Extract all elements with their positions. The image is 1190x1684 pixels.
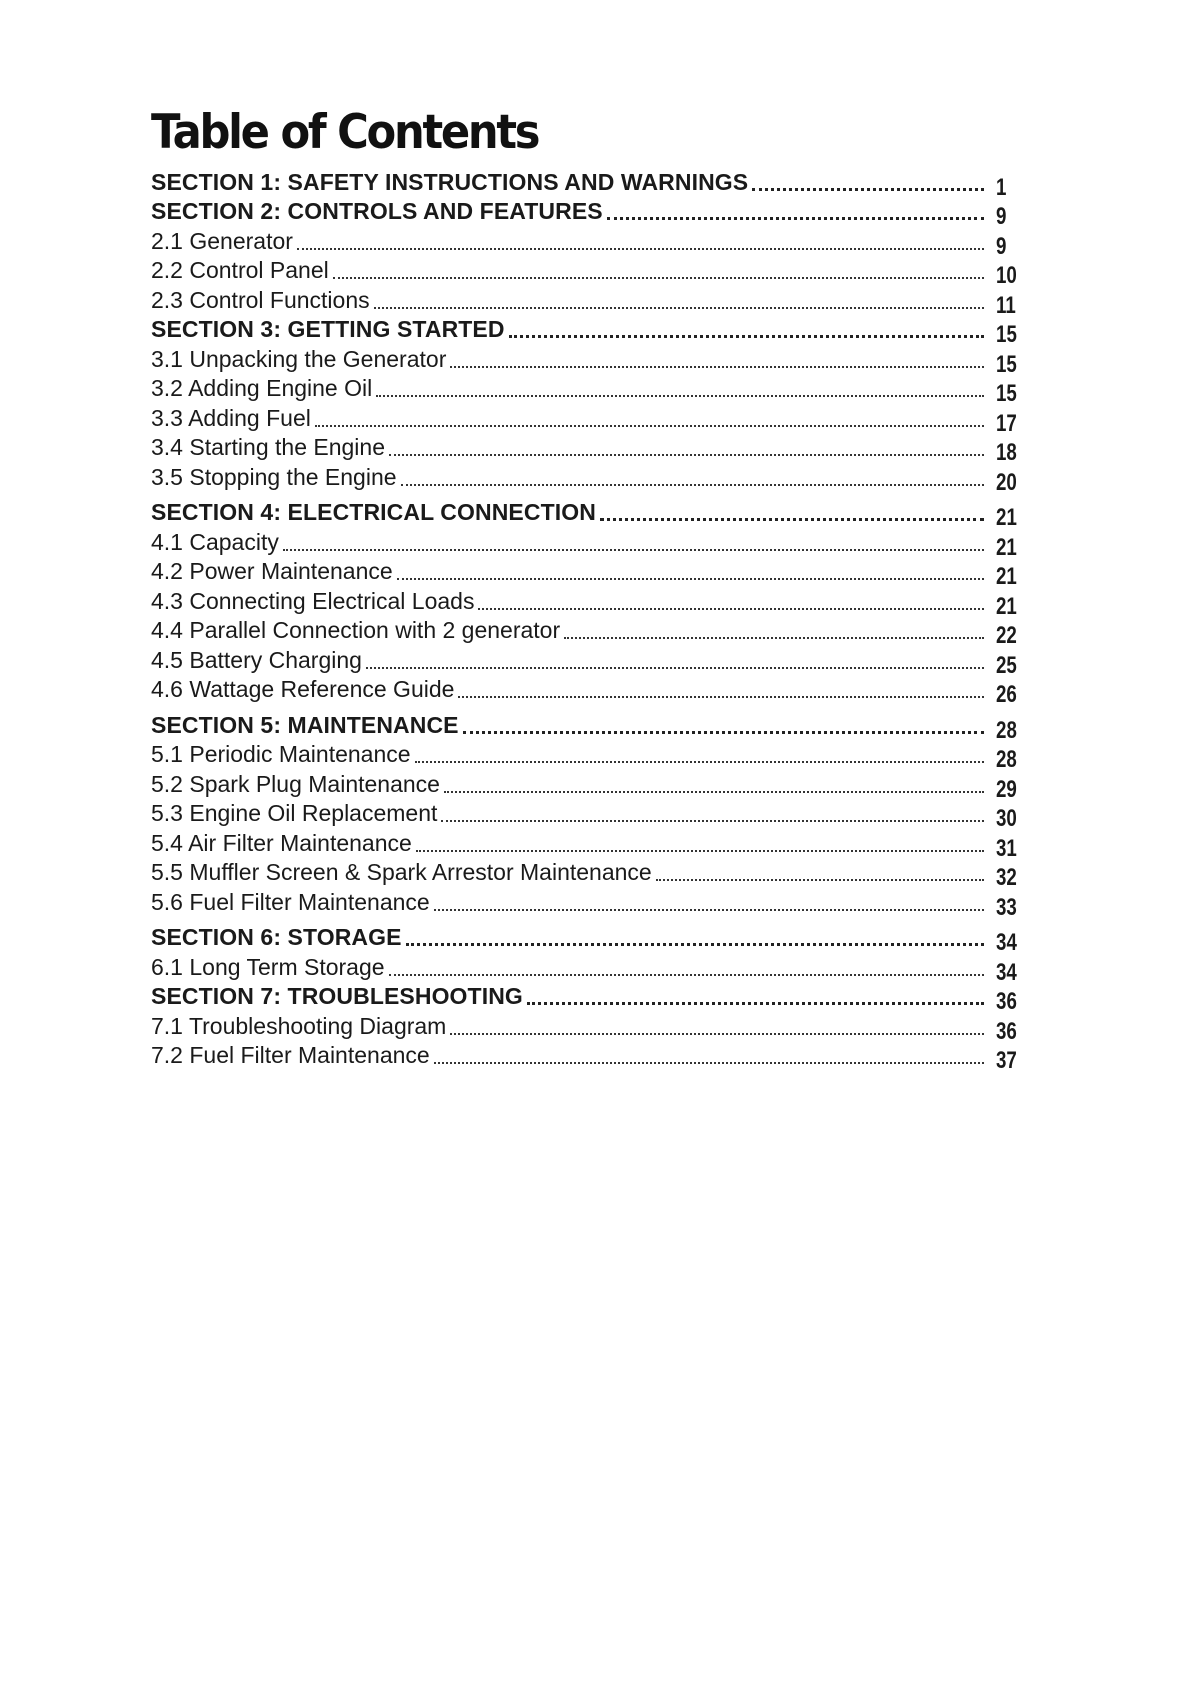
toc-page-number: 21	[996, 504, 1017, 531]
toc-entry-label: SECTION 4: ELECTRICAL CONNECTION	[151, 499, 596, 525]
dot-leader	[283, 549, 984, 551]
toc-subsection-entry[interactable]	[151, 461, 1022, 496]
toc-section-entry[interactable]	[151, 709, 1022, 744]
toc-subsection-entry[interactable]	[151, 556, 1022, 590]
toc-page-number: 25	[996, 651, 1017, 679]
toc-subsection-entry[interactable]	[151, 615, 1022, 649]
toc-subsection-entry[interactable]	[151, 674, 1022, 708]
toc-subsection-entry[interactable]	[151, 644, 1022, 679]
toc-page-number: 37	[996, 1047, 1017, 1074]
toc-page-number: 21	[996, 592, 1017, 620]
dot-leader	[478, 608, 984, 610]
toc-subsection-entry[interactable]	[151, 886, 1022, 921]
dot-leader	[416, 850, 984, 852]
toc-entry-label: 4.2 Power Maintenance	[151, 558, 393, 584]
toc-subsection-entry[interactable]	[151, 857, 1022, 891]
toc-entry-label: 2.3 Control Functions	[151, 286, 370, 313]
toc-entry-label: SECTION 2: CONTROLS AND FEATURES	[151, 198, 603, 224]
toc-entry-label: 4.1 Capacity	[151, 528, 279, 555]
page-title: Table of Contents	[151, 105, 539, 160]
dot-leader	[463, 731, 984, 734]
dot-leader	[450, 366, 984, 368]
toc-page-number: 28	[996, 716, 1017, 744]
toc-entry-label: SECTION 5: MAINTENANCE	[151, 711, 459, 738]
dot-leader	[509, 335, 984, 338]
toc-section-entry[interactable]	[151, 922, 1022, 956]
toc-subsection-entry[interactable]	[151, 432, 1022, 466]
toc-page-number: 34	[996, 929, 1017, 956]
dot-leader	[374, 307, 984, 309]
toc-entry-label: 5.6 Fuel Filter Maintenance	[151, 888, 430, 915]
dot-leader	[527, 1002, 984, 1005]
toc-page-number: 33	[996, 893, 1017, 921]
toc-subsection-entry[interactable]	[151, 402, 1022, 437]
toc-entry-label: SECTION 3: GETTING STARTED	[151, 316, 505, 342]
dot-leader	[656, 879, 984, 881]
toc-page-number: 28	[996, 746, 1017, 773]
toc-entry-label: 3.5 Stopping the Engine	[151, 463, 397, 490]
dot-leader	[434, 1062, 984, 1064]
toc-page-number: 21	[996, 533, 1017, 561]
toc-page	[151, 100, 1022, 1074]
toc-page-number: 15	[996, 380, 1017, 407]
toc-page-number: 1	[996, 173, 1007, 201]
dot-leader	[752, 188, 984, 191]
toc-section-entry[interactable]	[151, 981, 1022, 1015]
dot-leader	[607, 217, 984, 220]
toc-page-number: 31	[996, 834, 1017, 862]
toc-subsection-entry[interactable]	[151, 798, 1022, 832]
toc-page-number: 20	[996, 468, 1017, 496]
toc-subsection-entry[interactable]	[151, 526, 1022, 561]
toc-list	[151, 166, 1022, 1074]
dot-leader	[333, 277, 984, 279]
toc-entry-label: SECTION 7: TROUBLESHOOTING	[151, 983, 523, 1009]
toc-page-number: 32	[996, 864, 1017, 891]
toc-entry-label: 5.2 Spark Plug Maintenance	[151, 770, 440, 797]
toc-page-number: 18	[996, 439, 1017, 466]
toc-subsection-entry[interactable]	[151, 768, 1022, 803]
toc-section-entry[interactable]	[151, 166, 1022, 201]
toc-page-number: 29	[996, 775, 1017, 803]
toc-subsection-entry[interactable]	[151, 1010, 1022, 1045]
toc-entry-label: 7.1 Troubleshooting Diagram	[151, 1012, 447, 1039]
toc-subsection-entry[interactable]	[151, 739, 1022, 773]
toc-section-entry[interactable]	[151, 497, 1022, 531]
dot-leader	[315, 425, 984, 427]
toc-subsection-entry[interactable]	[151, 585, 1022, 620]
toc-page-number: 10	[996, 262, 1017, 289]
dot-leader	[389, 454, 984, 456]
toc-subsection-entry[interactable]	[151, 343, 1022, 378]
toc-entry-label: 4.3 Connecting Electrical Loads	[151, 587, 475, 614]
dot-leader	[444, 791, 984, 793]
toc-entry-label: 3.2 Adding Engine Oil	[151, 375, 373, 401]
toc-page-number: 36	[996, 988, 1017, 1015]
toc-page-number: 22	[996, 622, 1017, 649]
toc-subsection-entry[interactable]	[151, 255, 1022, 289]
dot-leader	[401, 484, 984, 486]
toc-entry-label: 5.1 Periodic Maintenance	[151, 741, 411, 767]
toc-page-number: 11	[996, 291, 1016, 319]
toc-entry-label: 2.2 Control Panel	[151, 257, 329, 283]
dot-leader	[397, 578, 984, 580]
toc-section-entry[interactable]	[151, 314, 1022, 348]
toc-page-number: 17	[996, 409, 1017, 437]
toc-entry-label: 4.5 Battery Charging	[151, 646, 362, 673]
toc-page-number: 15	[996, 350, 1017, 378]
toc-entry-label: 3.3 Adding Fuel	[151, 404, 311, 431]
toc-entry-label: 2.1 Generator	[151, 227, 293, 254]
dot-leader	[441, 820, 984, 822]
dot-leader	[415, 761, 984, 763]
dot-leader	[564, 637, 984, 639]
toc-entry-label: SECTION 6: STORAGE	[151, 924, 402, 950]
toc-subsection-entry[interactable]	[151, 373, 1022, 407]
dot-leader	[297, 248, 984, 250]
toc-entry-label: 4.4 Parallel Connection with 2 generator	[151, 617, 561, 643]
toc-entry-label: 6.1 Long Term Storage	[151, 953, 385, 980]
toc-entry-label: 7.2 Fuel Filter Maintenance	[151, 1042, 430, 1068]
toc-page-number: 9	[996, 232, 1007, 260]
toc-page-number: 15	[996, 321, 1017, 348]
toc-page-number: 36	[996, 1017, 1017, 1045]
dot-leader	[406, 943, 984, 946]
toc-entry-label: 5.3 Engine Oil Replacement	[151, 800, 438, 826]
dot-leader	[450, 1033, 984, 1035]
toc-subsection-entry[interactable]	[151, 827, 1022, 862]
toc-entry-label: 3.4 Starting the Engine	[151, 434, 385, 460]
dot-leader	[434, 909, 984, 911]
toc-section-entry[interactable]	[151, 196, 1022, 230]
toc-page-number: 34	[996, 958, 1017, 986]
toc-entry-label: 3.1 Unpacking the Generator	[151, 345, 447, 372]
dot-leader	[389, 974, 984, 976]
toc-subsection-entry[interactable]	[151, 951, 1022, 986]
toc-subsection-entry[interactable]	[151, 1040, 1022, 1074]
toc-entry-label: SECTION 1: SAFETY INSTRUCTIONS AND WARNINGS	[151, 168, 749, 195]
toc-page-number: 21	[996, 563, 1017, 590]
dot-leader	[600, 518, 984, 521]
toc-page-number: 30	[996, 805, 1017, 832]
dot-leader	[458, 696, 984, 698]
dot-leader	[376, 395, 984, 397]
toc-subsection-entry[interactable]	[151, 284, 1022, 319]
toc-entry-label: 5.5 Muffler Screen & Spark Arrestor Maintenance	[151, 859, 652, 885]
toc-page-number: 26	[996, 681, 1017, 708]
toc-entry-label: 5.4 Air Filter Maintenance	[151, 829, 412, 856]
toc-subsection-entry[interactable]	[151, 225, 1022, 260]
toc-entry-label: 4.6 Wattage Reference Guide	[151, 676, 455, 702]
toc-page-number: 9	[996, 203, 1007, 230]
dot-leader	[366, 667, 984, 669]
